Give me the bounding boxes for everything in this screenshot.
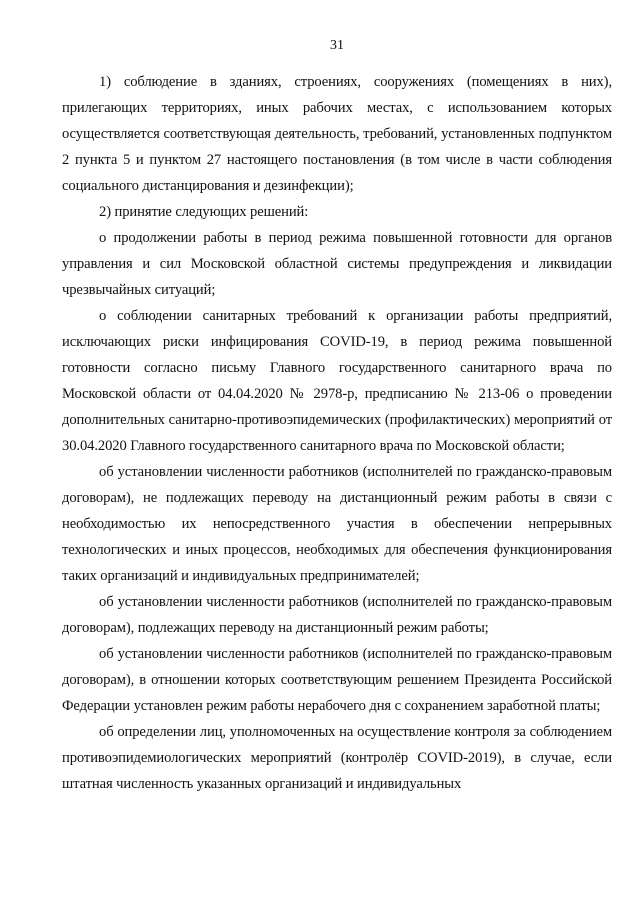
paragraph-staff-not-remote: об установлении численности работников (исполнителей по гражданско-правовым договорам), не подлежащих переводу на дистанционный режим работы в связи с необходимостью их непосредственного участия в обеспечении непрерывных технологических и иных процессов, необходимых для обеспечения функционирования таких организаций и индивидуальных предпринимателей; [62, 464, 612, 584]
document-body [62, 69, 612, 797]
document-page [62, 0, 612, 905]
page-number: 31 [330, 38, 344, 53]
paragraph-staff-non-working-day: об установлении численности работников (исполнителей по гражданско-правовым договорам), в отношении которых соответствующим решением Президента Российской Федерации установлен режим работы нерабочего дня с сохранением заработной платы; [62, 646, 612, 714]
paragraph-item-1: 1) соблюдение в зданиях, строениях, сооружениях (помещениях в них), прилегающих территориях, иных рабочих местах, с использованием которых осуществляется соответствующая деятельность, требований, установленных подпунктом 2 пункта 5 и пунктом 27 настоящего постановления (в том числе в части соблюдения социального дистанцирования и дезинфекции); [62, 74, 612, 194]
paragraph-covid-controller: об определении лиц, уполномоченных на осуществление контроля за соблюдением противоэпидемиологических мероприятий (контролёр COVID-2019), в случае, если штатная численность указанных организаций и индивидуальных [62, 724, 612, 792]
paragraph-sanitary-requirements: о соблюдении санитарных требований к организации работы предприятий, исключающих риски инфицирования COVID-19, в период режима повышенной готовности согласно письму Главного государственного санитарного врача по Московской области от 04.04.2020 № 2978-р, предписанию № 213-06 о проведении дополнительных санитарно-противоэпидемических (профилактических) мероприятий от 30.04.2020 Главного государственного санитарного врача по Московской области; [62, 308, 612, 454]
paragraph-item-2: 2) принятие следующих решений: [99, 204, 309, 220]
paragraph-continuation-of-work: о продолжении работы в период режима повышенной готовности для органов управления и сил Московской областной системы предупреждения и ликвидации чрезвычайных ситуаций; [62, 230, 612, 298]
paragraph-staff-remote: об установлении численности работников (исполнителей по гражданско-правовым договорам), подлежащих переводу на дистанционный режим работы; [62, 594, 612, 636]
